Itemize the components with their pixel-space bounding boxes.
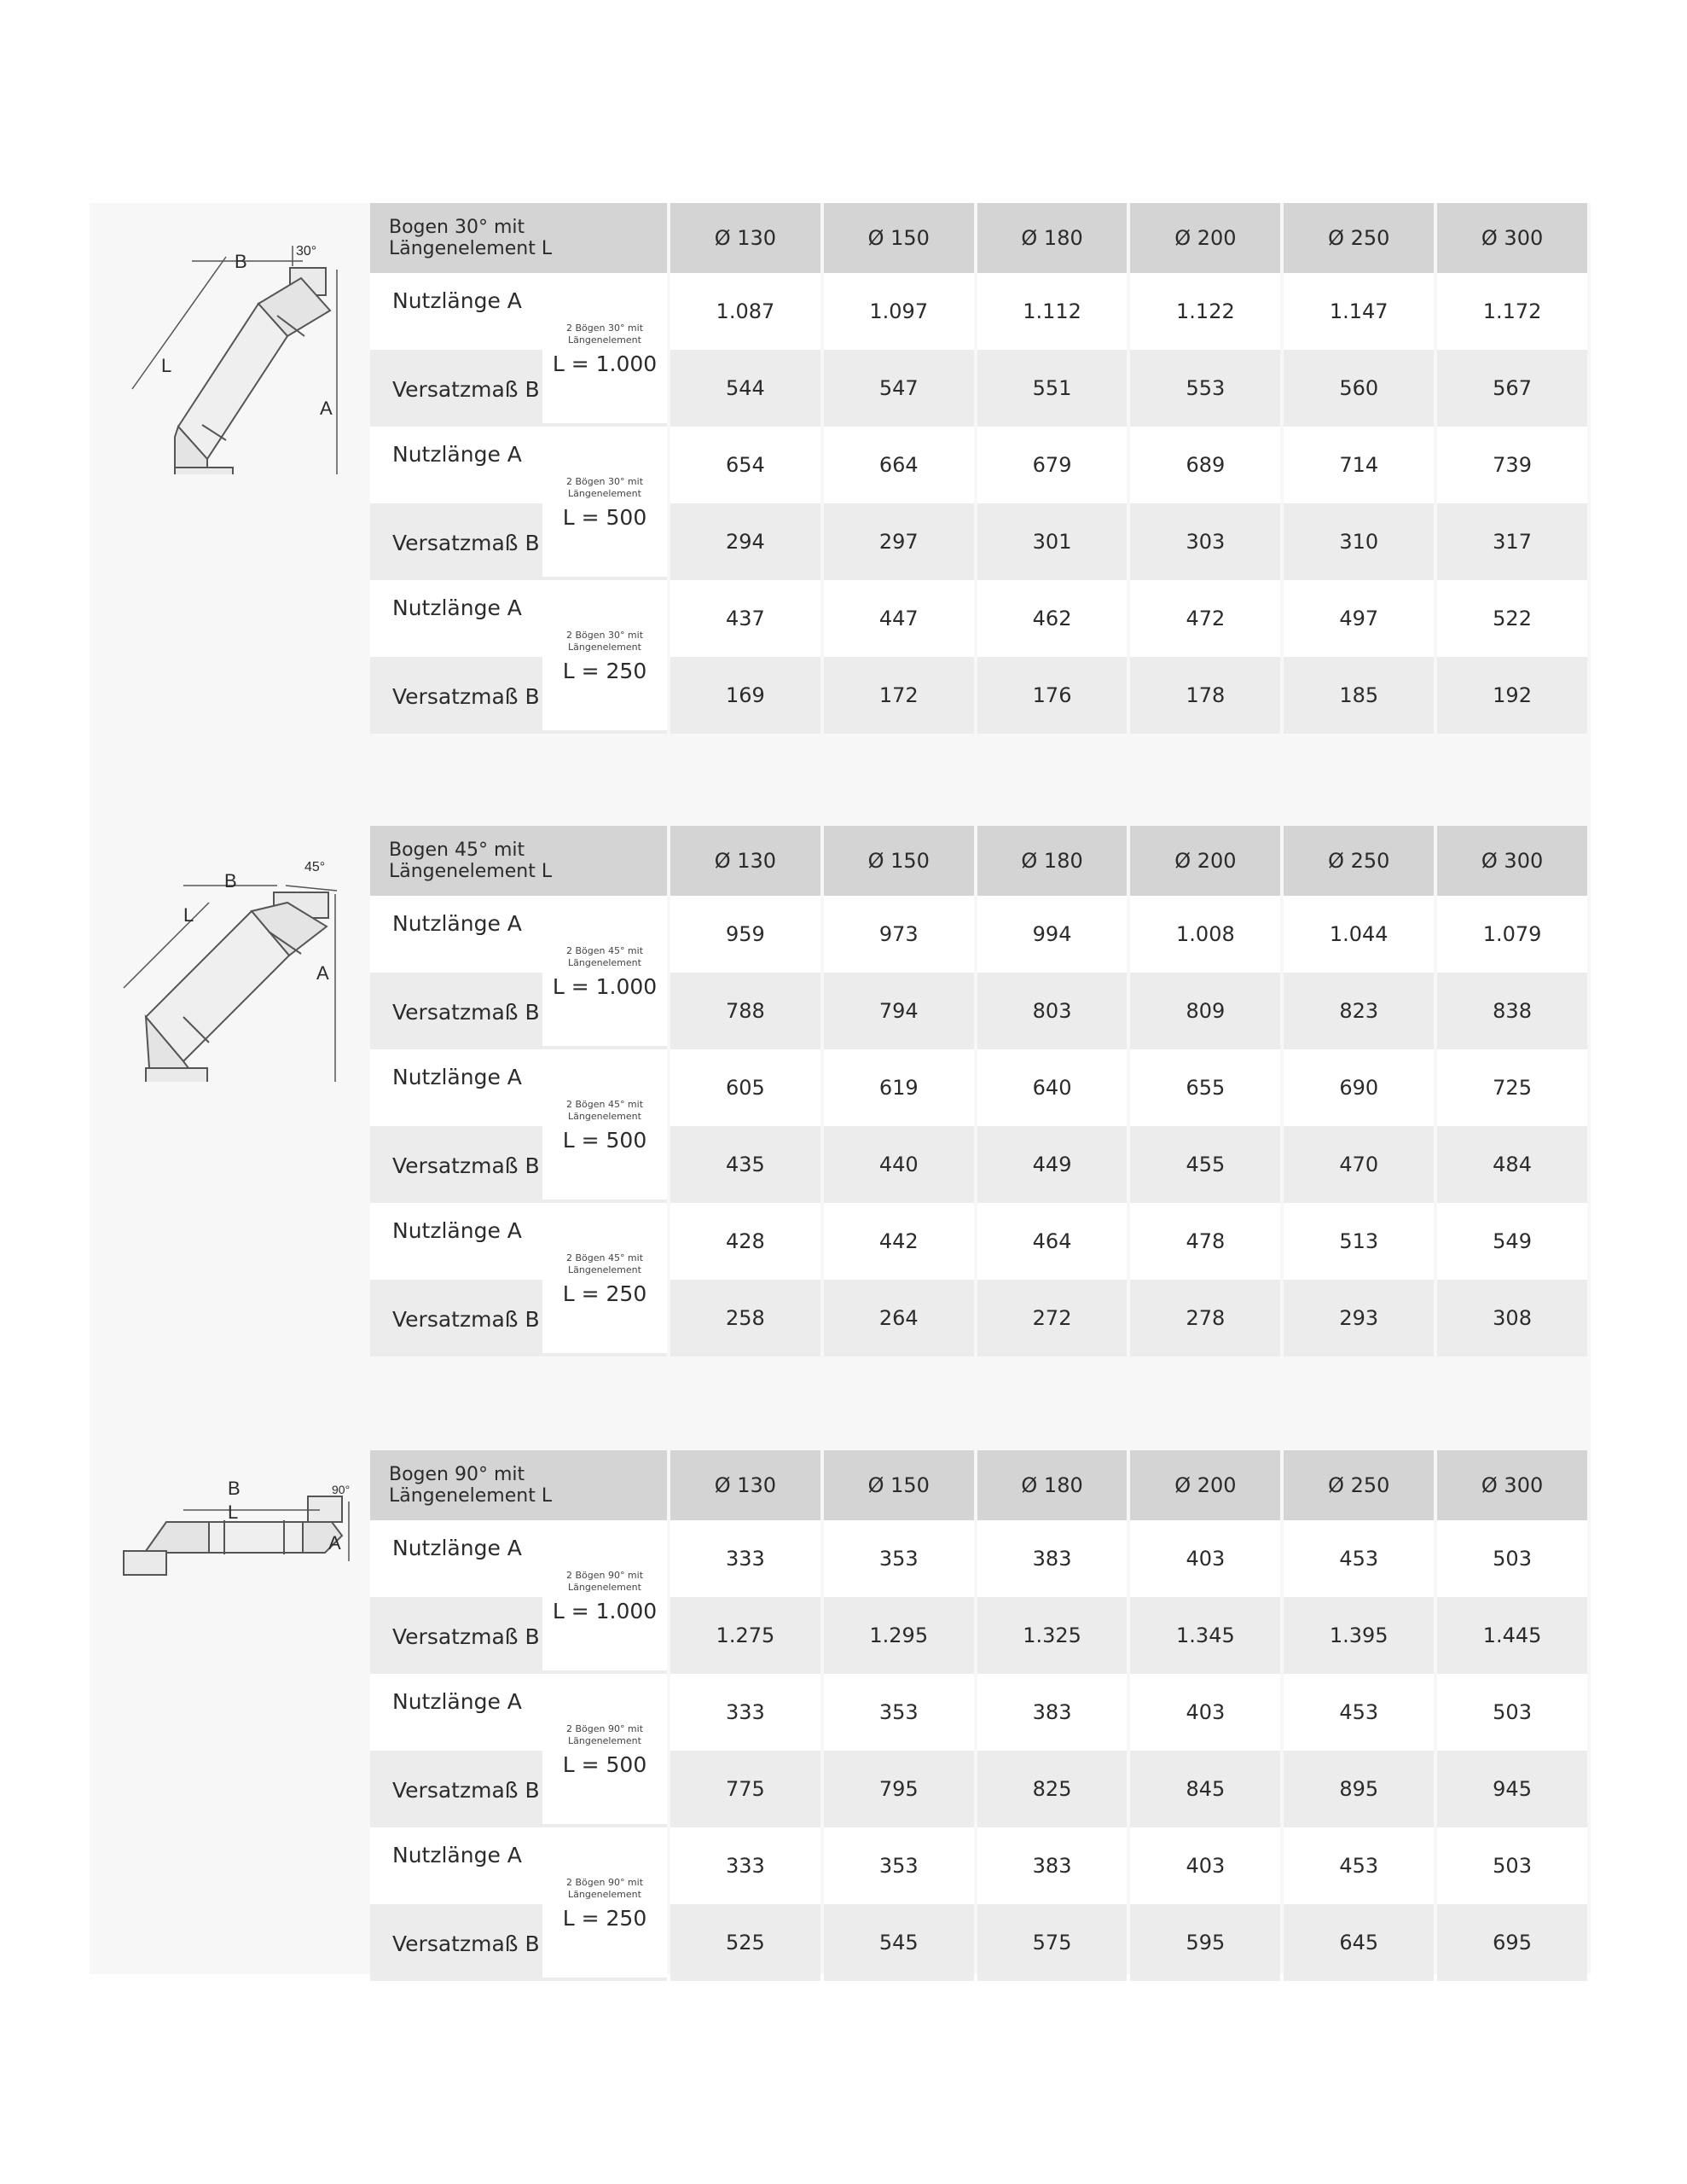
value-cell: 278	[1130, 1280, 1280, 1356]
value-cell: 383	[977, 1827, 1128, 1904]
value-cell: 383	[977, 1520, 1128, 1597]
row-label-nutzlaenge: Nutzlänge A	[392, 1065, 522, 1089]
angle-label: 90°	[332, 1483, 351, 1496]
value-cell: 513	[1284, 1203, 1434, 1280]
value-cell: 560	[1284, 350, 1434, 427]
row-label-versatzmass: Versatzmaß B	[392, 377, 540, 402]
value-cell: 845	[1130, 1751, 1280, 1827]
value-cell: 775	[670, 1751, 820, 1827]
value-cell: 795	[824, 1751, 974, 1827]
column-header: Ø 180	[977, 203, 1128, 273]
value-cell: 595	[1130, 1904, 1280, 1981]
value-cell: 544	[670, 350, 820, 427]
diagram-bogen-45	[107, 860, 362, 1082]
value-cell: 310	[1284, 503, 1434, 580]
value-cell: 403	[1130, 1520, 1280, 1597]
value-cell: 297	[824, 503, 974, 580]
value-cell: 1.275	[670, 1597, 820, 1674]
table-title: Bogen 90° mit Längenelement L	[370, 1450, 667, 1520]
table-title: Bogen 30° mit Längenelement L	[370, 203, 667, 273]
length-box	[542, 471, 667, 577]
value-cell: 442	[824, 1203, 974, 1280]
value-cell: 823	[1284, 973, 1434, 1049]
value-cell: 794	[824, 973, 974, 1049]
length-box	[542, 317, 667, 423]
value-cell: 838	[1437, 973, 1587, 1049]
length-note: 2 Bögen 45° mit Längenelement	[565, 1252, 644, 1275]
value-cell: 545	[824, 1904, 974, 1981]
row-label-nutzlaenge: Nutzlänge A	[392, 595, 522, 620]
value-cell: 403	[1130, 1827, 1280, 1904]
value-cell: 185	[1284, 657, 1434, 734]
value-cell: 169	[670, 657, 820, 734]
value-cell: 264	[824, 1280, 974, 1356]
value-cell: 453	[1284, 1674, 1434, 1751]
value-cell: 959	[670, 896, 820, 973]
length-note: 2 Bögen 30° mit Längenelement	[565, 630, 644, 653]
value-cell: 994	[977, 896, 1128, 973]
value-cell: 825	[977, 1751, 1128, 1827]
dim-label-l: L	[183, 904, 194, 926]
length-value: L = 1.000	[552, 1599, 658, 1623]
row-label-nutzlaenge: Nutzlänge A	[392, 911, 522, 936]
row-label-versatzmass: Versatzmaß B	[392, 1153, 540, 1178]
value-cell: 464	[977, 1203, 1128, 1280]
value-cell: 654	[670, 427, 820, 503]
length-note: 2 Bögen 30° mit Längenelement	[565, 322, 644, 346]
value-cell: 788	[670, 973, 820, 1049]
length-value: L = 500	[562, 1128, 647, 1153]
length-box	[542, 1565, 667, 1670]
value-cell: 293	[1284, 1280, 1434, 1356]
row-label-cell	[370, 427, 667, 530]
length-box	[542, 624, 667, 730]
value-cell: 619	[824, 1049, 974, 1126]
value-cell: 809	[1130, 973, 1280, 1049]
row-label-versatzmass: Versatzmaß B	[392, 1307, 540, 1332]
value-cell: 551	[977, 350, 1128, 427]
value-cell: 470	[1284, 1126, 1434, 1203]
value-cell: 739	[1437, 427, 1587, 503]
table-row	[370, 1520, 1587, 1597]
length-box	[542, 940, 667, 1046]
value-cell: 428	[670, 1203, 820, 1280]
value-cell: 353	[824, 1674, 974, 1751]
value-cell: 1.345	[1130, 1597, 1280, 1674]
value-cell: 1.122	[1130, 273, 1280, 350]
value-cell: 549	[1437, 1203, 1587, 1280]
value-cell: 303	[1130, 503, 1280, 580]
length-box	[542, 1718, 667, 1824]
value-cell: 945	[1437, 1751, 1587, 1827]
value-cell: 301	[977, 503, 1128, 580]
value-cell: 178	[1130, 657, 1280, 734]
column-header: Ø 250	[1284, 826, 1434, 896]
column-header: Ø 300	[1437, 826, 1587, 896]
value-cell: 640	[977, 1049, 1128, 1126]
row-label-versatzmass: Versatzmaß B	[392, 1000, 540, 1025]
column-header: Ø 130	[670, 203, 820, 273]
column-header: Ø 180	[977, 826, 1128, 896]
value-cell: 353	[824, 1827, 974, 1904]
row-label-cell	[370, 1827, 667, 1931]
length-value: L = 1.000	[552, 351, 658, 376]
table-row	[370, 896, 1587, 973]
value-cell: 333	[670, 1520, 820, 1597]
row-label-versatzmass: Versatzmaß B	[392, 684, 540, 709]
table-row	[370, 1203, 1587, 1280]
diagram-bogen-90	[107, 1467, 362, 1595]
value-cell: 605	[670, 1049, 820, 1126]
angle-label: 45°	[304, 860, 326, 874]
value-cell: 353	[824, 1520, 974, 1597]
value-cell: 690	[1284, 1049, 1434, 1126]
row-label-cell	[370, 273, 667, 376]
value-cell: 1.008	[1130, 896, 1280, 973]
value-cell: 1.097	[824, 273, 974, 350]
length-note: 2 Bögen 90° mit Längenelement	[565, 1723, 644, 1746]
column-header: Ø 300	[1437, 1450, 1587, 1520]
value-cell: 645	[1284, 1904, 1434, 1981]
value-cell: 453	[1284, 1827, 1434, 1904]
value-cell: 522	[1437, 580, 1587, 657]
value-cell: 272	[977, 1280, 1128, 1356]
value-cell: 449	[977, 1126, 1128, 1203]
row-label-versatzmass: Versatzmaß B	[392, 1778, 540, 1803]
column-header: Ø 250	[1284, 1450, 1434, 1520]
value-cell: 478	[1130, 1203, 1280, 1280]
value-cell: 679	[977, 427, 1128, 503]
diagram-bogen-30	[107, 235, 362, 474]
value-cell: 294	[670, 503, 820, 580]
row-label-cell	[370, 1520, 667, 1623]
column-header: Ø 150	[824, 1450, 974, 1520]
value-cell: 472	[1130, 580, 1280, 657]
value-cell: 1.087	[670, 273, 820, 350]
value-cell: 1.079	[1437, 896, 1587, 973]
dim-label-l: L	[161, 355, 172, 376]
column-header: Ø 200	[1130, 203, 1280, 273]
table-title: Bogen 45° mit Längenelement L	[370, 826, 667, 896]
value-cell: 1.147	[1284, 273, 1434, 350]
length-note: 2 Bögen 30° mit Längenelement	[565, 476, 644, 499]
dim-label-b: B	[228, 1478, 241, 1499]
length-box	[542, 1247, 667, 1353]
dimension-sheet	[90, 203, 1591, 1974]
table-bogen-90	[367, 1450, 1591, 1981]
table-bogen-30	[367, 203, 1591, 734]
dim-label-b: B	[224, 870, 237, 892]
value-cell: 1.044	[1284, 896, 1434, 973]
length-value: L = 250	[562, 1906, 647, 1931]
column-header: Ø 200	[1130, 1450, 1280, 1520]
dim-label-b: B	[235, 251, 247, 272]
value-cell: 435	[670, 1126, 820, 1203]
value-cell: 172	[824, 657, 974, 734]
value-cell: 567	[1437, 350, 1587, 427]
row-label-versatzmass: Versatzmaß B	[392, 531, 540, 555]
value-cell: 440	[824, 1126, 974, 1203]
value-cell: 803	[977, 973, 1128, 1049]
value-cell: 553	[1130, 350, 1280, 427]
value-cell: 258	[670, 1280, 820, 1356]
row-label-cell	[370, 580, 667, 683]
length-box	[542, 1094, 667, 1199]
value-cell: 503	[1437, 1827, 1587, 1904]
column-header: Ø 130	[670, 826, 820, 896]
table-row	[370, 427, 1587, 503]
value-cell: 453	[1284, 1520, 1434, 1597]
length-value: L = 250	[562, 659, 647, 683]
table-row	[370, 1827, 1587, 1904]
length-note: 2 Bögen 45° mit Längenelement	[565, 1099, 644, 1122]
table-row	[370, 1674, 1587, 1751]
value-cell: 655	[1130, 1049, 1280, 1126]
value-cell: 1.325	[977, 1597, 1128, 1674]
value-cell: 895	[1284, 1751, 1434, 1827]
table-row	[370, 580, 1587, 657]
value-cell: 725	[1437, 1049, 1587, 1126]
value-cell: 503	[1437, 1520, 1587, 1597]
length-note: 2 Bögen 90° mit Längenelement	[565, 1570, 644, 1593]
value-cell: 447	[824, 580, 974, 657]
length-box	[542, 1872, 667, 1978]
row-label-cell	[370, 1674, 667, 1777]
length-value: L = 250	[562, 1281, 647, 1306]
table-row	[370, 1049, 1587, 1126]
dim-label-a: A	[328, 1532, 341, 1554]
row-label-nutzlaenge: Nutzlänge A	[392, 1843, 522, 1867]
value-cell: 484	[1437, 1126, 1587, 1203]
value-cell: 176	[977, 657, 1128, 734]
dim-label-a: A	[316, 962, 329, 984]
row-label-cell	[370, 1049, 667, 1153]
row-label-cell	[370, 896, 667, 999]
value-cell: 547	[824, 350, 974, 427]
row-label-nutzlaenge: Nutzlänge A	[392, 1536, 522, 1560]
value-cell: 695	[1437, 1904, 1587, 1981]
row-label-nutzlaenge: Nutzlänge A	[392, 1689, 522, 1714]
value-cell: 437	[670, 580, 820, 657]
dim-label-a: A	[320, 398, 333, 419]
column-header: Ø 130	[670, 1450, 820, 1520]
length-note: 2 Bögen 90° mit Längenelement	[565, 1877, 644, 1900]
value-cell: 403	[1130, 1674, 1280, 1751]
row-label-nutzlaenge: Nutzlänge A	[392, 288, 522, 313]
value-cell: 973	[824, 896, 974, 973]
value-cell: 1.445	[1437, 1597, 1587, 1674]
length-value: L = 500	[562, 1752, 647, 1777]
value-cell: 1.395	[1284, 1597, 1434, 1674]
value-cell: 689	[1130, 427, 1280, 503]
row-label-cell	[370, 1203, 667, 1306]
column-header: Ø 150	[824, 203, 974, 273]
value-cell: 575	[977, 1904, 1128, 1981]
value-cell: 503	[1437, 1674, 1587, 1751]
column-header: Ø 300	[1437, 203, 1587, 273]
value-cell: 455	[1130, 1126, 1280, 1203]
value-cell: 714	[1284, 427, 1434, 503]
dim-label-l: L	[228, 1502, 239, 1523]
length-note: 2 Bögen 45° mit Längenelement	[565, 945, 644, 968]
column-header: Ø 180	[977, 1450, 1128, 1520]
value-cell: 1.112	[977, 273, 1128, 350]
value-cell: 333	[670, 1674, 820, 1751]
value-cell: 1.172	[1437, 273, 1587, 350]
value-cell: 525	[670, 1904, 820, 1981]
row-label-nutzlaenge: Nutzlänge A	[392, 442, 522, 467]
length-value: L = 500	[562, 505, 647, 530]
value-cell: 383	[977, 1674, 1128, 1751]
column-header: Ø 150	[824, 826, 974, 896]
row-label-nutzlaenge: Nutzlänge A	[392, 1218, 522, 1243]
value-cell: 308	[1437, 1280, 1587, 1356]
table-bogen-45	[367, 826, 1591, 1356]
value-cell: 664	[824, 427, 974, 503]
value-cell: 192	[1437, 657, 1587, 734]
table-row	[370, 273, 1587, 350]
column-header: Ø 250	[1284, 203, 1434, 273]
value-cell: 1.295	[824, 1597, 974, 1674]
length-value: L = 1.000	[552, 974, 658, 999]
value-cell: 497	[1284, 580, 1434, 657]
value-cell: 462	[977, 580, 1128, 657]
column-header: Ø 200	[1130, 826, 1280, 896]
row-label-versatzmass: Versatzmaß B	[392, 1624, 540, 1649]
value-cell: 317	[1437, 503, 1587, 580]
row-label-versatzmass: Versatzmaß B	[392, 1931, 540, 1956]
value-cell: 333	[670, 1827, 820, 1904]
angle-label: 30°	[296, 244, 317, 258]
